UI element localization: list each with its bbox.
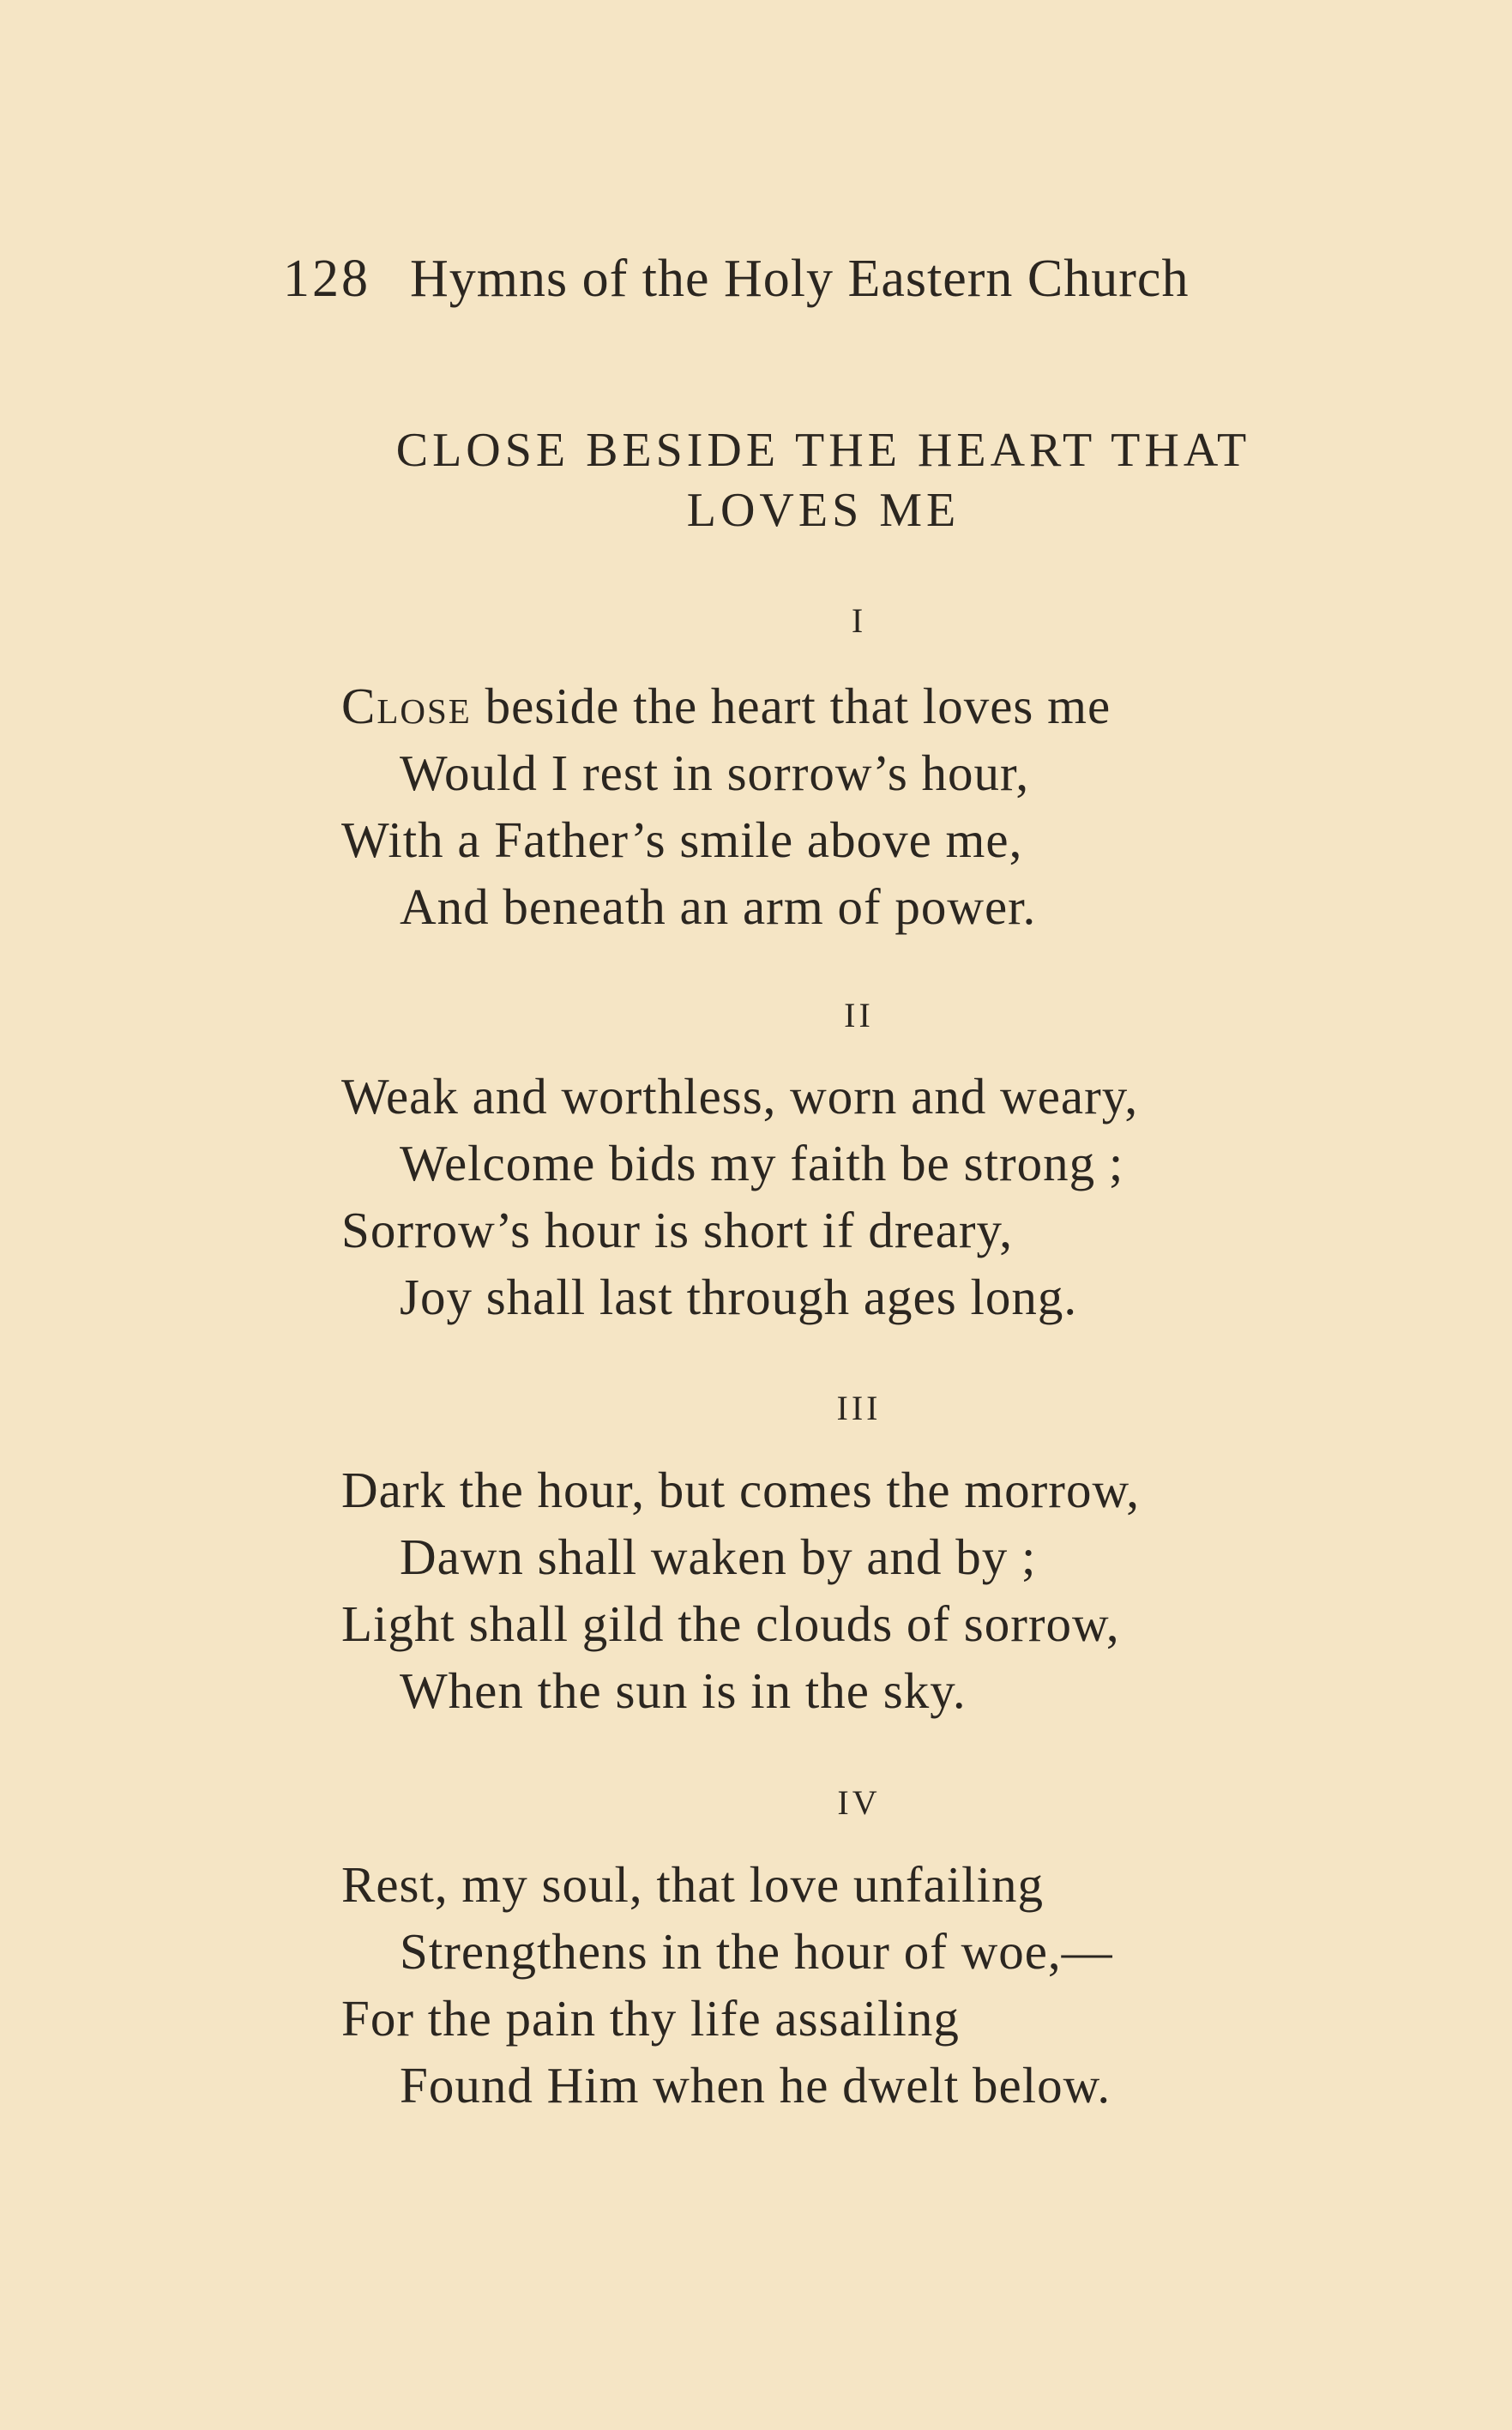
verse-line: Rest, my soul, that love unfailing bbox=[341, 1856, 1044, 1913]
verse-line-text: beside the heart that loves me bbox=[471, 678, 1111, 734]
verse-line: When the sun is in the sky. bbox=[400, 1662, 967, 1719]
stanza-2 bbox=[341, 1063, 1370, 1330]
verse-line: Dark the hour, but comes the morrow, bbox=[341, 1462, 1140, 1518]
verse-line: With a Father’s smile above me, bbox=[341, 811, 1023, 868]
verse-line: Light shall gild the clouds of sorrow, bbox=[341, 1595, 1120, 1652]
stanza-lead-word: Close bbox=[341, 678, 472, 734]
verse-line: Welcome bids my faith be strong ; bbox=[400, 1135, 1124, 1191]
hymn-title-line: LOVES ME bbox=[686, 484, 961, 537]
hymn-title-line: CLOSE BESIDE THE HEART THAT bbox=[395, 424, 1251, 477]
running-header bbox=[283, 249, 1312, 310]
stanza-numeral-3: III bbox=[836, 1389, 882, 1427]
verse-line: Strengthens in the hour of woe,— bbox=[400, 1923, 1113, 1980]
stanza-4 bbox=[341, 1851, 1370, 2119]
verse-line: Dawn shall waken by and by ; bbox=[400, 1529, 1037, 1585]
verse-line: Found Him when he dwelt below. bbox=[400, 2057, 1111, 2113]
hymn-title bbox=[326, 420, 1321, 540]
stanza-numeral-2: II bbox=[844, 996, 874, 1034]
verse-line: Joy shall last through ages long. bbox=[400, 1269, 1078, 1325]
verse-line: Sorrow’s hour is short if dreary, bbox=[341, 1202, 1013, 1258]
verse-line: And beneath an arm of power. bbox=[400, 878, 1037, 935]
running-title: Hymns of the Holy Eastern Church bbox=[410, 250, 1190, 308]
stanza-numeral-4: IV bbox=[837, 1783, 881, 1822]
stanza-3 bbox=[341, 1456, 1370, 1724]
verse-line: Weak and worthless, worn and weary, bbox=[341, 1068, 1139, 1125]
stanza-numeral-1: I bbox=[851, 601, 867, 640]
stanza-1 bbox=[341, 672, 1370, 940]
verse-line bbox=[341, 672, 1370, 739]
verse-line: For the pain thy life assailing bbox=[341, 1990, 960, 2047]
verse-line: Would I rest in sorrow’s hour, bbox=[400, 745, 1030, 801]
page-number: 128 bbox=[283, 250, 370, 308]
